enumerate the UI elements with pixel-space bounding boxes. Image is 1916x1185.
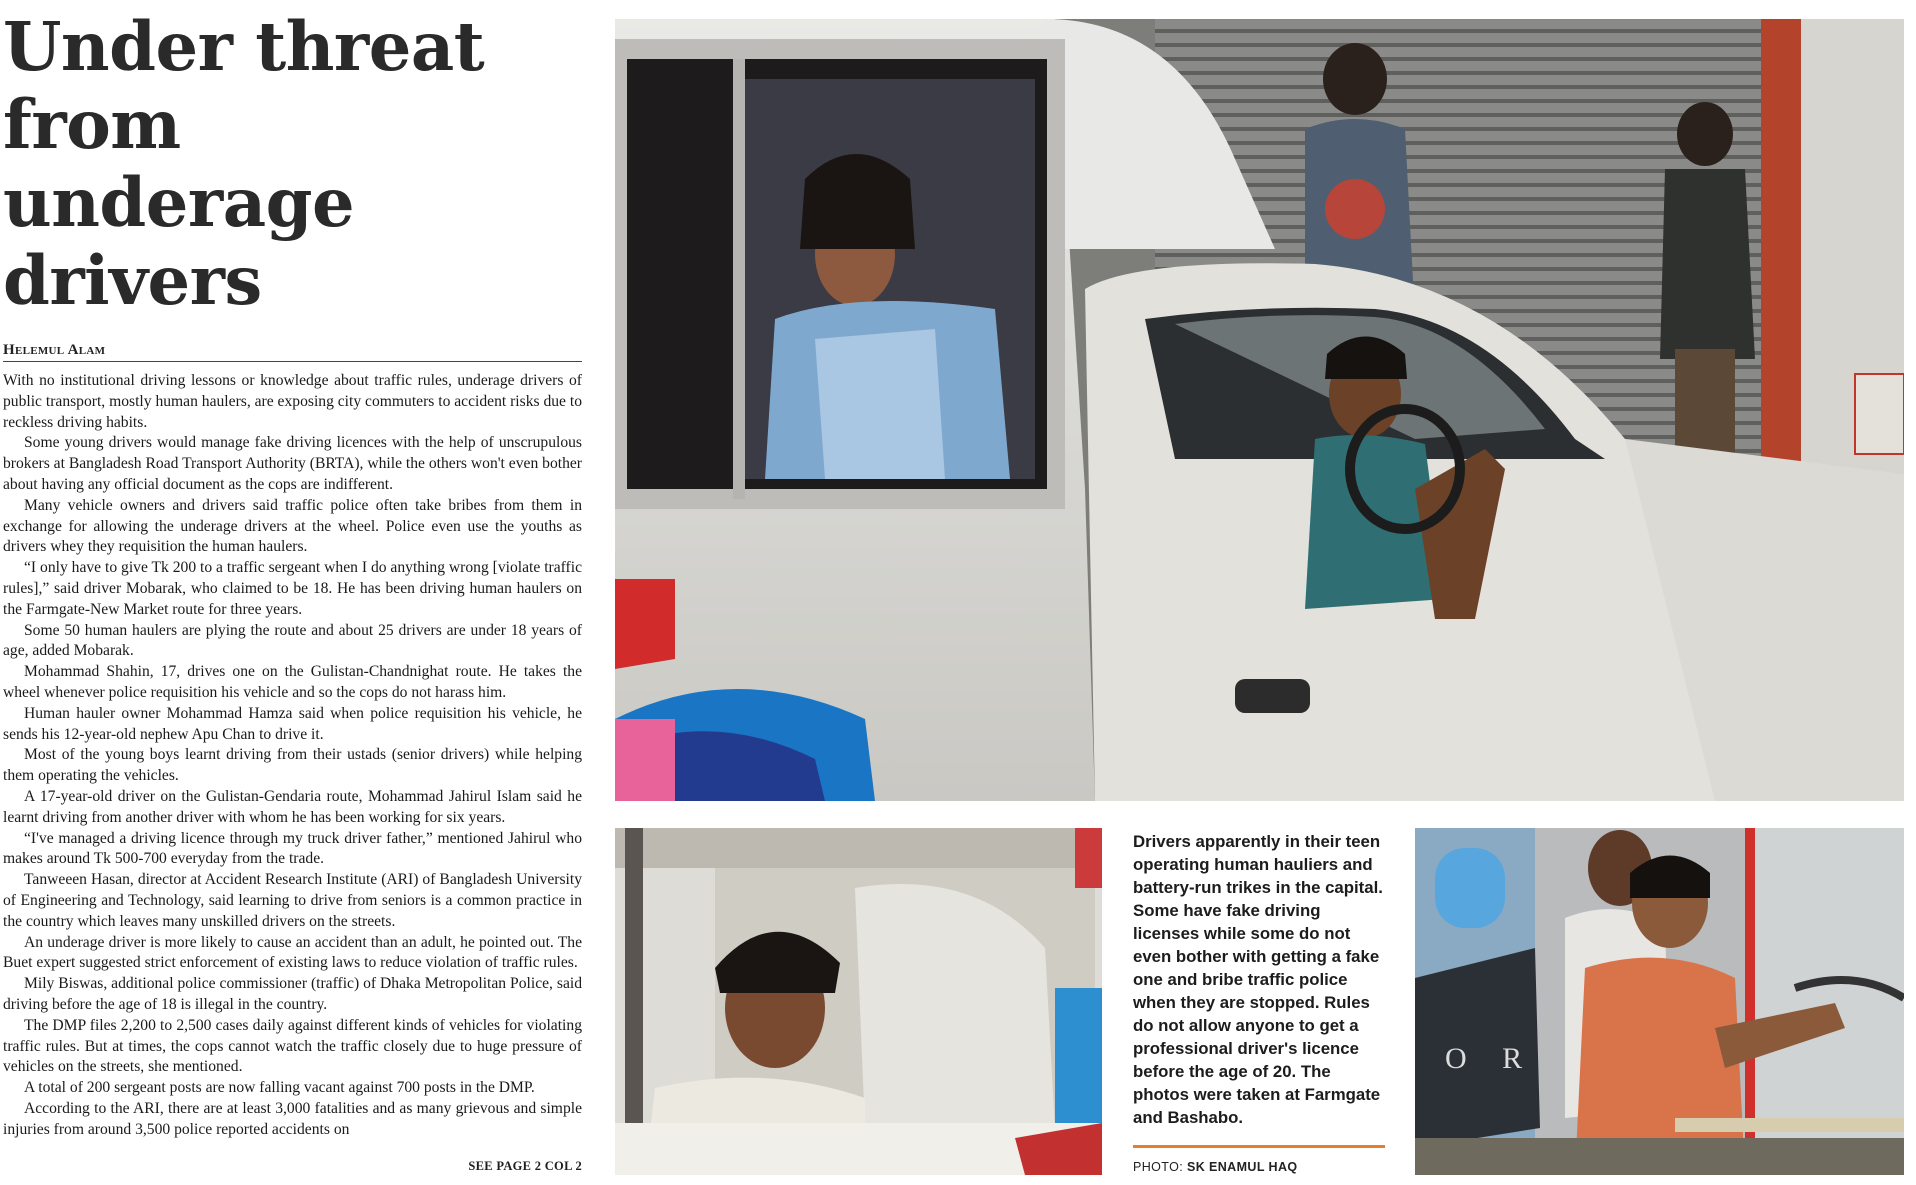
bottom-right-photo-illustration bbox=[1415, 828, 1904, 1175]
article-paragraph: Some young drivers would manage fake driving licences with the help of unscrupulous brokers at Bangladesh Road Transport Authority (BRTA), while the others won't even bother about having any official document as the cops are indifferent. bbox=[3, 434, 582, 493]
headline bbox=[3, 8, 582, 320]
headline-line-1: Under threat from bbox=[3, 7, 485, 164]
article-paragraph: Human hauler owner Mohammad Hamza said when police requisition his vehicle, he sends his 12-year-old nephew Apu Chan to drive it. bbox=[3, 704, 582, 743]
article-paragraph: An underage driver is more likely to cause an accident than an adult, he pointed out. The Buet expert suggested strict enforcement of existing laws to reduce violation of traffic rules. bbox=[3, 933, 582, 972]
article-paragraph: “I only have to give Tk 200 to a traffic sergeant when I do anything wrong [violate traffic rules],” said driver Mobarak, who claimed to be 18. He has been driving human haulers on the Farmgate-New Market route for three years. bbox=[3, 559, 582, 618]
bottom-right-photo bbox=[1415, 828, 1904, 1175]
article-paragraph: Tanweeen Hasan, director at Accident Research Institute (ARI) of Bangladesh University of Engineering and Technology, said learning to drive from seniors is a common practice in the country which leaves many unskilled drivers on the streets. bbox=[3, 871, 582, 930]
photo-credit bbox=[1133, 1160, 1298, 1174]
byline: Helemul Alam bbox=[3, 342, 582, 362]
article-paragraph: Most of the young boys learnt driving from their ustads (senior drivers) while helping them operating the vehicles. bbox=[3, 746, 582, 785]
photo-credit-label: PHOTO: bbox=[1133, 1160, 1184, 1174]
article-column bbox=[3, 8, 582, 1180]
article-body bbox=[3, 371, 582, 1140]
main-photo-illustration bbox=[615, 19, 1904, 801]
article-paragraph: Mohammad Shahin, 17, drives one on the Gulistan-Chandnighat route. He takes the wheel whenever police requisition his vehicle and so the cops do not harass him. bbox=[3, 663, 582, 701]
article-paragraph: Some 50 human haulers are plying the route and about 25 drivers are under 18 years of age, added Mobarak. bbox=[3, 621, 582, 660]
continuation-note: SEE PAGE 2 COL 2 bbox=[468, 1159, 582, 1173]
headline-line-2: underage drivers bbox=[3, 163, 355, 320]
article-paragraph: Mily Biswas, additional police commissioner (traffic) of Dhaka Metropolitan Police, said driving before the age of 18 is illegal in the country. bbox=[3, 975, 582, 1013]
caption-divider bbox=[1133, 1145, 1385, 1148]
article-paragraph: With no institutional driving lessons or knowledge about traffic rules, underage drivers of public transport, mostly human haulers, are exposing city commuters to accident risks due to reckless driving habits. bbox=[3, 372, 583, 431]
main-photo bbox=[615, 19, 1904, 801]
photographer-name: SK ENAMUL HAQ bbox=[1186, 1160, 1298, 1174]
article-paragraph: “I've managed a driving licence through my truck driver father,” mentioned Jahirul who makes around Tk 500-700 everyday from the trade. bbox=[3, 829, 582, 868]
article-paragraph: According to the ARI, there are at least 3,000 fatalities and as many grievous and simple injuries from around 3,500 police reported accidents on bbox=[3, 1099, 582, 1138]
bottom-left-photo bbox=[615, 828, 1102, 1175]
bottom-left-photo-illustration bbox=[615, 828, 1102, 1175]
article-paragraph: A total of 200 sergeant posts are now falling vacant against 700 posts in the DMP. bbox=[24, 1079, 535, 1097]
photo-caption: Drivers apparently in their teen operating human hauliers and battery-run trikes in the capital. Some have fake driving licenses while some do not even bother with getting a fake one and bribe traffic police when they are stopped. Rules do not allow anyone to get a professional driver's licence before the age of 20. The photos were taken at Farmgate and Bashabo. bbox=[1133, 832, 1383, 1127]
article-paragraph: Many vehicle owners and drivers said traffic police often take bribes from them in exchange for allowing the underage drivers at the wheel. Police even use the youths as drivers whey they requisition the human haulers. bbox=[3, 496, 582, 556]
article-paragraph: A 17-year-old driver on the Gulistan-Gendaria route, Mohammad Jahirul Islam said he learnt driving from another driver with whom he has been working for six years. bbox=[3, 787, 582, 826]
article-paragraph: The DMP files 2,200 to 2,500 cases daily against different kinds of vehicles for violating traffic rules. But at times, the cops cannot watch the traffic closely due to huge pressure of vehicles on the streets, she mentioned. bbox=[3, 1016, 582, 1076]
door-lettering: O R bbox=[1445, 1042, 1537, 1075]
